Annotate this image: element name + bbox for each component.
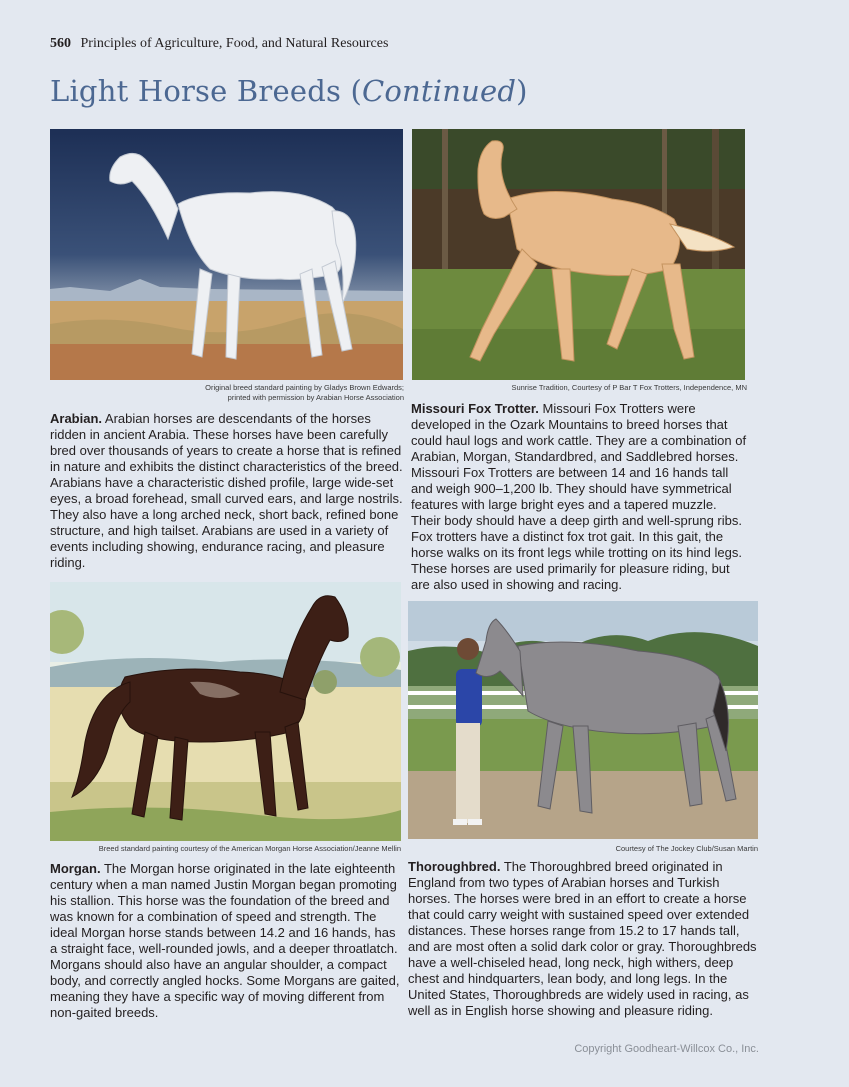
arabian-text: Arabian horses are descendants of the horses ridden in ancient Arabia. These horses have been carefully bred over thousands of years to create a horse that is refined in nature and exhibits the distinct characteristics of the breed. Arabians have a characteristic dished profile, large wide-set eyes, a broad forehead, small curved ears, and large nostrils. They also have a long arched neck, short back, refined bone structure, and high tailset. Arabians are used in a variety of events including showing, endurance racing, and pleasure riding.	[50, 411, 403, 570]
thoroughbred-photo	[408, 601, 758, 839]
morgan-section	[50, 861, 403, 1021]
arabian-painting	[50, 129, 403, 380]
fox-trotter-heading: Missouri Fox Trotter.	[411, 401, 539, 416]
fox-trotter-credit-text: Sunrise Tradition, Courtesy of P Bar T Fox Trotters, Independence, MN	[511, 383, 747, 392]
arabian-credit-line1: Original breed standard painting by Gladys Brown Edwards;	[205, 383, 404, 392]
page-title-main: Light Horse Breeds (	[50, 74, 362, 108]
thoroughbred-heading: Thoroughbred.	[408, 859, 501, 874]
fox-trotter-text: Missouri Fox Trotters were developed in the Ozark Mountains to breed horses that could haul logs and work cattle. They are a combination of Arabian, Morgan, Standardbred, and Saddlebred horses. Missouri Fox Trotters are between 14 and 16 hands tall and weigh 900–1,200 lb. They should have symmetrical features with large bright eyes and a tapered muzzle. Their body should have a deep girth and well-sprung ribs. Fox trotters have a distinct fox trot gait. In this gait, the horse walks on its front legs while trotting on its hind legs. These horses are used primarily for pleasure riding, but are also used in showing and racing.	[411, 401, 747, 592]
page-title	[50, 74, 528, 108]
page-number: 560	[50, 36, 71, 51]
copyright-notice: Copyright Goodheart-Willcox Co., Inc.	[574, 1043, 759, 1055]
thoroughbred-section	[408, 859, 760, 1019]
arabian-heading: Arabian.	[50, 411, 103, 426]
thoroughbred-credit	[408, 844, 758, 854]
morgan-painting	[50, 582, 401, 841]
running-header	[50, 36, 388, 52]
morgan-heading: Morgan.	[50, 861, 101, 876]
morgan-credit	[50, 844, 401, 854]
thoroughbred-credit-text: Courtesy of The Jockey Club/Susan Martin	[615, 844, 758, 853]
arabian-section	[50, 411, 406, 571]
morgan-credit-text: Breed standard painting courtesy of the American Morgan Horse Association/Jeanne Mellin	[98, 844, 401, 853]
arabian-credit-line2: printed with permission by Arabian Horse Association	[227, 393, 404, 402]
thoroughbred-text: The Thoroughbred breed originated in England from two types of Arabian horses and Turkish horses. The horses were bred in an effort to create a horse that could carry weight with sustained speed over extended distances. These horses range from 15.2 to 17 hands tall, and are most often a solid dark color or gray. Thoroughbreds have a well-chiseled head, long neck, high withers, deep chest and hindquarters, lean body, and long legs. In the United States, Thoroughbreds are widely used in racing, as well as in English horse showing and pleasure riding.	[408, 859, 757, 1018]
arabian-credit	[130, 383, 404, 403]
fox-trotter-section	[411, 401, 747, 593]
page-title-italic: Continued	[362, 74, 517, 108]
book-title: Principles of Agriculture, Food, and Natural Resources	[80, 36, 389, 51]
page-title-close: )	[516, 74, 528, 108]
fox-trotter-photo	[412, 129, 745, 380]
fox-trotter-credit	[412, 383, 747, 393]
morgan-text: The Morgan horse originated in the late eighteenth century when a man named Justin Morgan began promoting his stallion. This horse was the foundation of the breed and was known for a combination of speed and strength. The ideal Morgan horse stands between 14.2 and 16 hands, has a straight face, well-rounded jowls, and a deeper throatlatch. Morgans should also have an angular shoulder, a compact body, and correctly angled hocks. Some Morgans are gaited, meaning they have a specific way of moving different from non-gaited breeds.	[50, 861, 400, 1020]
